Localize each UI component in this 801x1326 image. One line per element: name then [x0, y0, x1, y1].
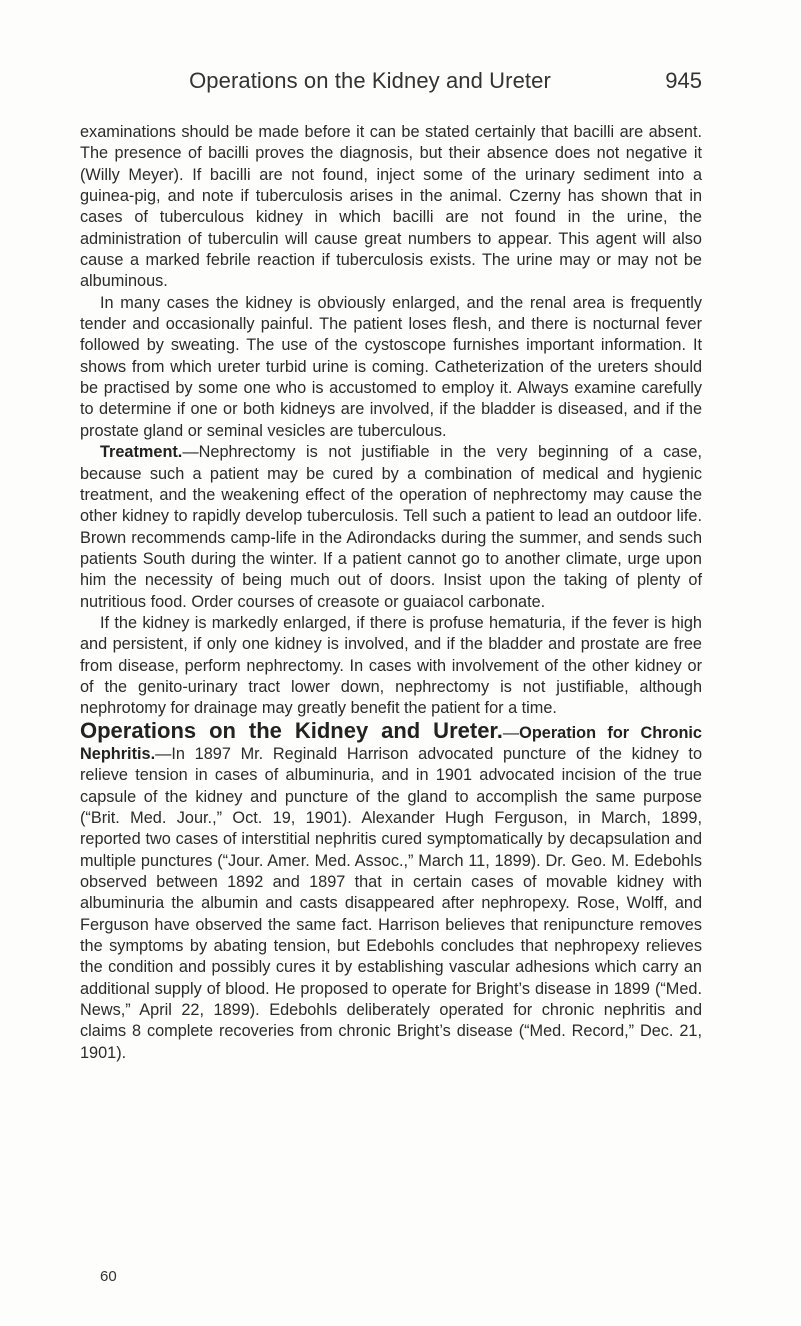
- section-heading: Operations on the Kidney and Ureter.: [80, 717, 503, 743]
- chronic-nephritis-heading: Operation for Chronic Nephritis.: [80, 723, 702, 763]
- signature-mark: 60: [100, 1268, 117, 1285]
- paragraph-4-text: If the kidney is markedly enlarged, if there is profuse hematuria, if the fever is high and persistent, if only one kidney is involved, and if the bladder and prostate are free from disease, perform nephrectomy. In cases with involvement of the other kidney or of the genito-urinary tract lower down, nephrectomy is not justifiable, although nephrotomy for drainage may greatly benefit the patient for a time.: [80, 613, 702, 718]
- treatment-heading: Treatment.: [100, 443, 183, 462]
- page-number: 945: [665, 68, 702, 93]
- paragraph-1: [80, 122, 702, 293]
- paragraph-operations: [80, 717, 702, 1065]
- paragraph-1-text: examinations should be made before it can be stated certainly that bacilli are absent. The presence of bacilli proves the diagnosis, but their absence does not negative it (Willy Meyer). If bacilli are not found, inject some of the urinary sediment into a guinea-pig, and note if tuberculosis arises in the animal. Czerny has shown that in cases of tuberculous kidney in which bacilli are not found in the urine, the administration of tuberculin will cause great numbers to appear. This agent will also cause a marked febrile reaction if tuberculosis exists. The urine may or may not be albuminous.: [80, 123, 702, 291]
- page-header: [80, 68, 700, 108]
- chronic-nephritis-text: —In 1897 Mr. Reginald Harrison advocated puncture of the kidney to relieve tension in cases of albuminuria, and in 1901 advocated incision of the true capsule of the kidney and puncture of the gland to accomplish the same purpose (“Brit. Med. Jour.,” Oct. 19, 1901). Alexander Hugh Ferguson, in March, 1899, reported two cases of interstitial nephritis cured symptomatically by decapsulation and multiple punctures (“Jour. Amer. Med. Assoc.,” March 11, 1899). Dr. Geo. M. Edebohls observed between 1892 and 1897 that in certain cases of movable kidney with albuminuria the albumin and casts disappeared after nephropexy. Rose, Wolff, and Ferguson have observed the same fact. Harrison believes that renipuncture removes the symptoms by abating tension, but Edebohls concludes that nephropexy relieves the condition and possibly cures it by establishing vascular adhesions which carry an additional supply of blood. He proposed to operate for Bright’s disease in 1899 (“Med. News,” April 22, 1899). Edebohls deliberately operated for chronic nephritis and claims 8 complete recoveries from chronic Bright’s disease (“Med. Record,” Dec. 21, 1901).: [80, 744, 702, 1062]
- paragraph-2: [80, 293, 702, 442]
- paragraph-treatment: [80, 442, 702, 613]
- section-dash: —: [502, 723, 520, 742]
- paragraph-2-text: In many cases the kidney is obviously enlarged, and the renal area is frequently tender and occasionally painful. The patient loses flesh, and there is nocturnal fever followed by sweating. The use of the cystoscope furnishes important information. It shows from which ureter turbid urine is coming. Catheterization of the ureters should be practised by some one who is accustomed to employ it. Always examine carefully to determine if one or both kidneys are involved, if the bladder is diseased, and if the prostate gland or seminal vesicles are tuberculous.: [80, 293, 702, 440]
- body-text: [80, 122, 702, 1064]
- running-title: Operations on the Kidney and Ureter: [189, 68, 551, 93]
- paragraph-4: [80, 613, 702, 720]
- treatment-text: —Nephrectomy is not justifiable in the very beginning of a case, because such a patient may be cured by a combination of medical and hygienic treatment, and the weakening effect of the operation of nephrectomy may cause the other kidney to rapidly develop tuberculosis. Tell such a patient to lead an outdoor life. Brown recommends camp-life in the Adirondacks during the summer, and sends such patients South during the winter. If a patient cannot go to another climate, urge upon him the necessity of being much out of doors. Insist upon the taking of plenty of nutritious food. Order courses of creasote or guaiacol carbonate.: [80, 443, 702, 611]
